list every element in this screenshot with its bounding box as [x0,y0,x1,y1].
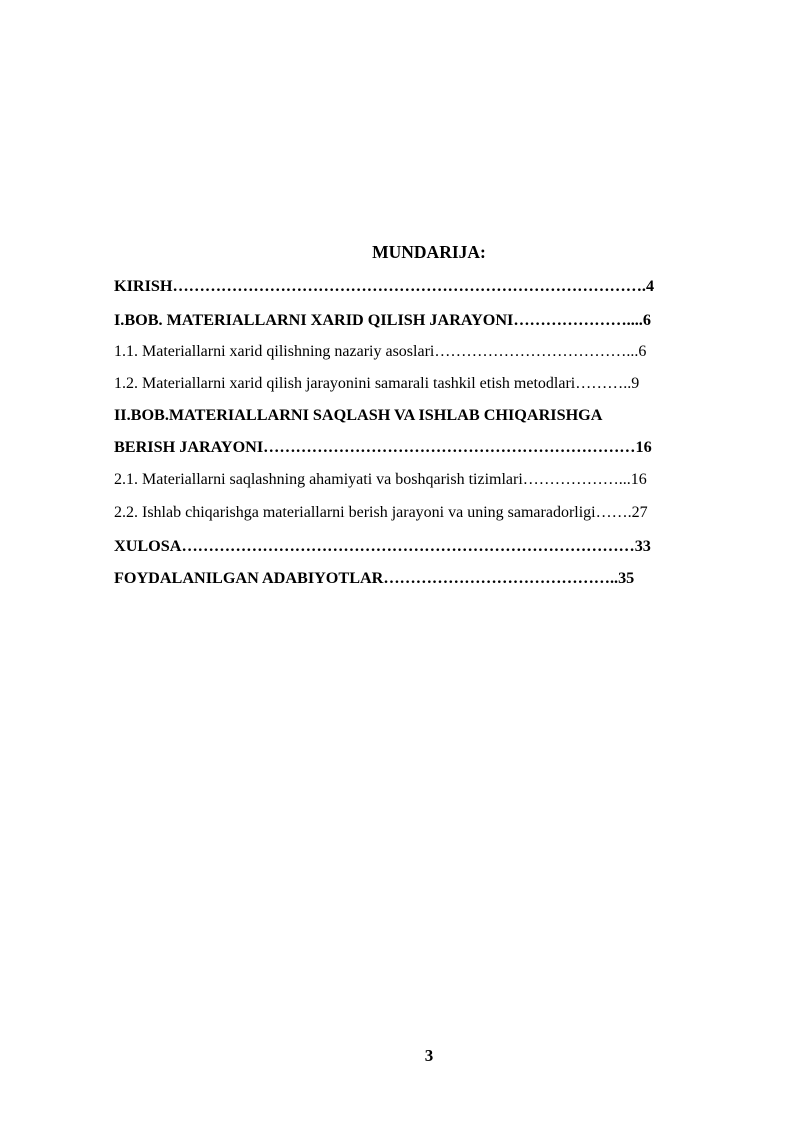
toc-entry-section-1-1: 1.1. Materiallarni xarid qilishning nazariy asoslari………………………………...6 [114,343,647,360]
toc-entry-kirish: KIRISH…………………………………………………………………………….4 [114,277,655,295]
toc-entry-section-1-2: 1.2. Materiallarni xarid qilish jarayonini samarali tashkil etish metodlari………..9 [114,375,640,392]
page-number: 3 [424,1046,434,1065]
toc-entry-chapter-2-line-1: II.BOB.MATERIALLARNI SAQLASH VA ISHLAB CHIQARISHGA [114,406,603,424]
toc-entry-chapter-2-line-2: BERISH JARAYONI……………………………………………………………16 [114,438,652,456]
toc-title: MUNDARIJA: [372,242,486,262]
toc-entry-xulosa: XULOSA…………………………………………………………………………33 [114,537,651,555]
toc-entry-section-2-2: 2.2. Ishlab chiqarishga materiallarni berish jarayoni va uning samaradorligi…….27 [114,504,648,521]
toc-entry-references: FOYDALANILGAN ADABIYOTLAR……………………………………..35 [114,569,635,587]
toc-entry-chapter-1: I.BOB. MATERIALLARNI XARID QILISH JARAYONI…………………....6 [114,311,651,329]
toc-entry-section-2-1: 2.1. Materiallarni saqlashning ahamiyati va boshqarish tizimlari………………...16 [114,471,647,488]
